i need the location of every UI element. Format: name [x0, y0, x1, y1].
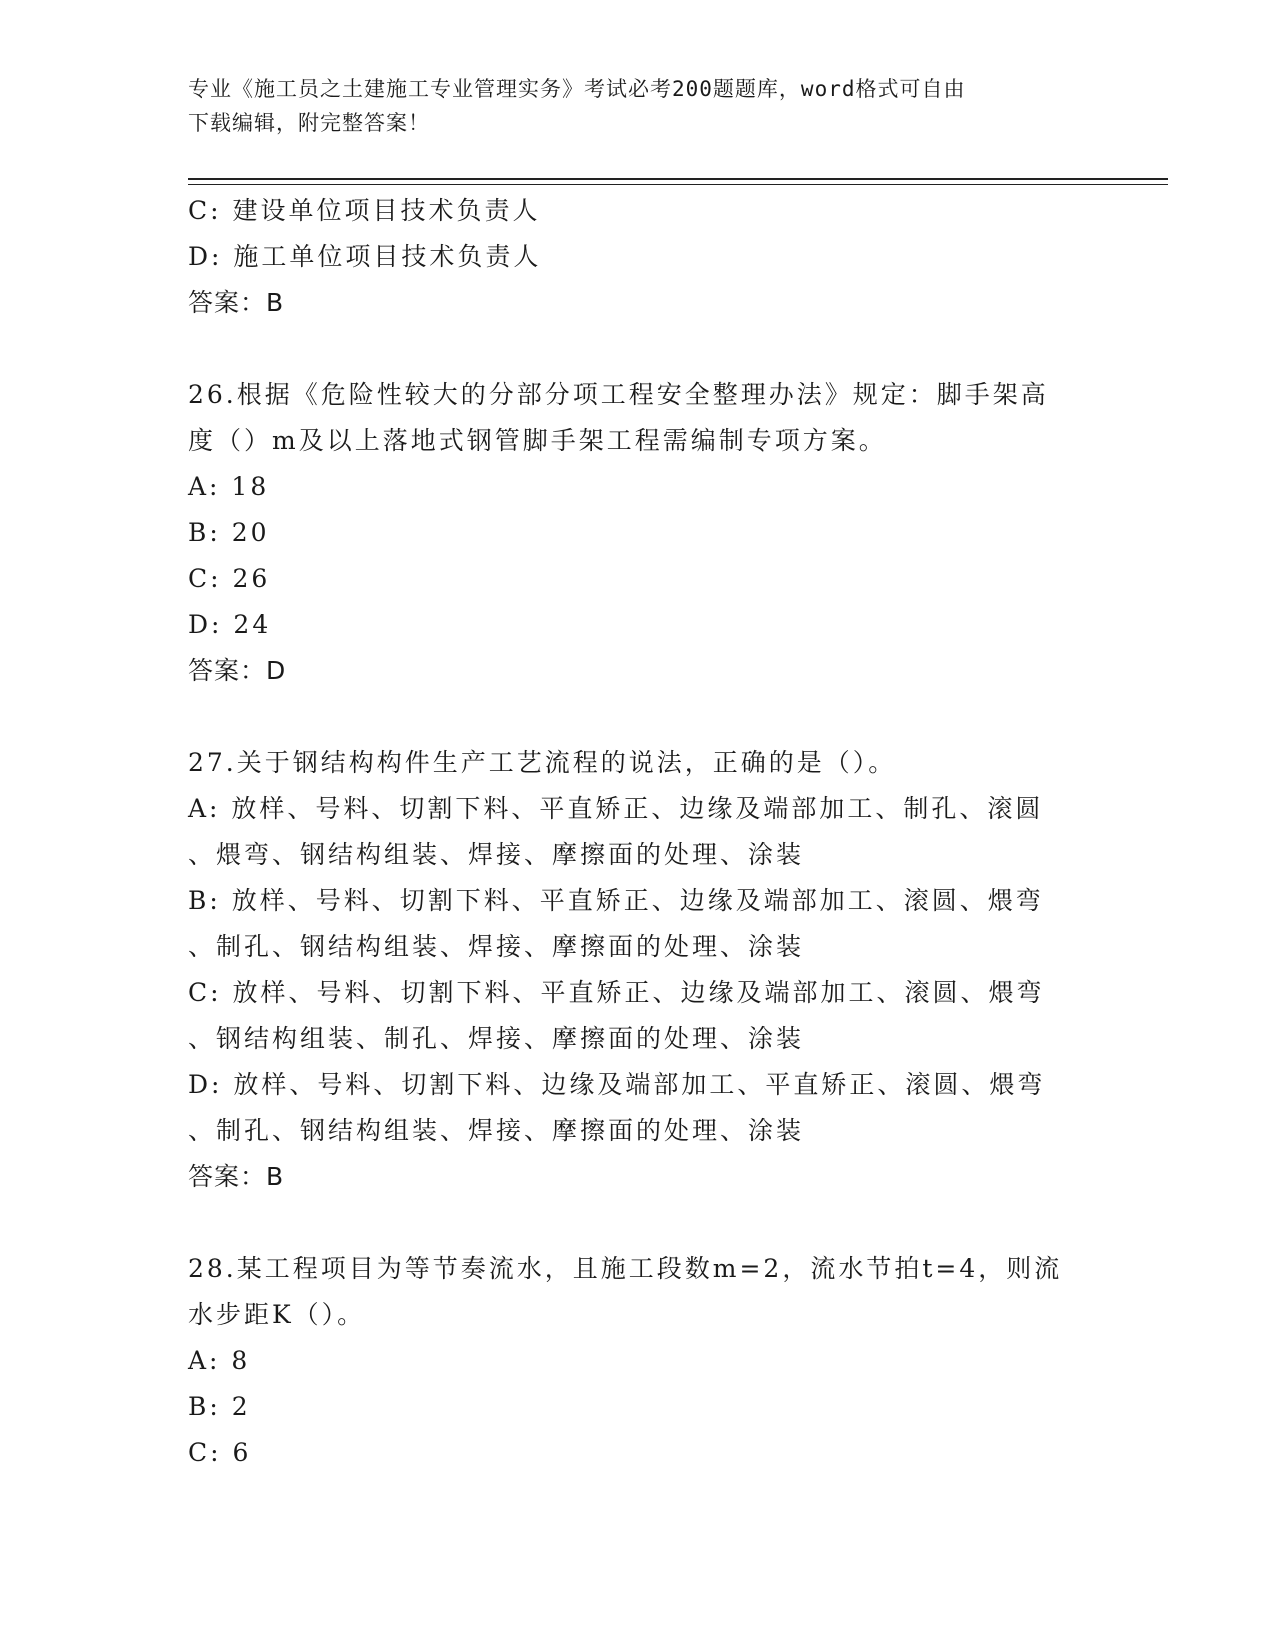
option-a: A: 18	[188, 472, 270, 501]
header-divider-thin	[188, 184, 1168, 185]
option-b: B: 20	[188, 518, 270, 547]
question-27	[188, 740, 1088, 1200]
option-c: C: 6	[188, 1438, 252, 1467]
option-b-line-1: B: 放样、号料、切割下料、平直矫正、边缘及端部加工、滚圆、煨弯	[188, 886, 1044, 915]
question-stem-line-1: 28.某工程项目为等节奏流水，且施工段数m=2，流水节拍t=4，则流	[188, 1254, 1063, 1283]
question-stem-line-1: 27.关于钢结构构件生产工艺流程的说法，正确的是（）。	[188, 748, 897, 777]
option-c: C: 建设单位项目技术负责人	[188, 196, 541, 225]
header-divider-thick	[188, 178, 1168, 180]
option-a: A: 8	[188, 1346, 251, 1375]
option-a-line-1: A: 放样、号料、切割下料、平直矫正、边缘及端部加工、制孔、滚圆	[188, 794, 1044, 823]
question-28	[188, 1246, 1088, 1476]
header-line-2: 下载编辑，附完整答案！	[188, 111, 430, 135]
option-c-line-1: C: 放样、号料、切割下料、平直矫正、边缘及端部加工、滚圆、煨弯	[188, 978, 1045, 1007]
option-b: B: 2	[188, 1392, 251, 1421]
page-header	[188, 72, 1088, 140]
question-content	[188, 188, 1088, 1476]
option-d: D: 施工单位项目技术负责人	[188, 242, 542, 271]
header-line-1: 专业《施工员之土建施工专业管理实务》考试必考200题题库，word格式可自由	[188, 77, 966, 101]
answer: 答案：D	[188, 656, 287, 685]
answer: 答案：B	[188, 288, 285, 317]
answer: 答案：B	[188, 1162, 285, 1191]
question-26	[188, 372, 1088, 694]
option-c: C: 26	[188, 564, 271, 593]
question-25-tail	[188, 188, 1088, 326]
question-stem-line-2: 度（）m及以上落地式钢管脚手架工程需编制专项方案。	[188, 426, 887, 455]
option-c-line-2: 、钢结构组装、制孔、焊接、摩擦面的处理、涂装	[188, 1024, 805, 1053]
option-d-line-1: D: 放样、号料、切割下料、边缘及端部加工、平直矫正、滚圆、煨弯	[188, 1070, 1046, 1099]
option-d-line-2: 、制孔、钢结构组装、焊接、摩擦面的处理、涂装	[188, 1116, 805, 1145]
question-stem-line-1: 26.根据《危险性较大的分部分项工程安全整理办法》规定：脚手架高	[188, 380, 1049, 409]
option-a-line-2: 、煨弯、钢结构组装、焊接、摩擦面的处理、涂装	[188, 840, 805, 869]
question-stem-line-2: 水步距K（）。	[188, 1300, 366, 1329]
option-d: D: 24	[188, 610, 272, 639]
option-b-line-2: 、制孔、钢结构组装、焊接、摩擦面的处理、涂装	[188, 932, 805, 961]
